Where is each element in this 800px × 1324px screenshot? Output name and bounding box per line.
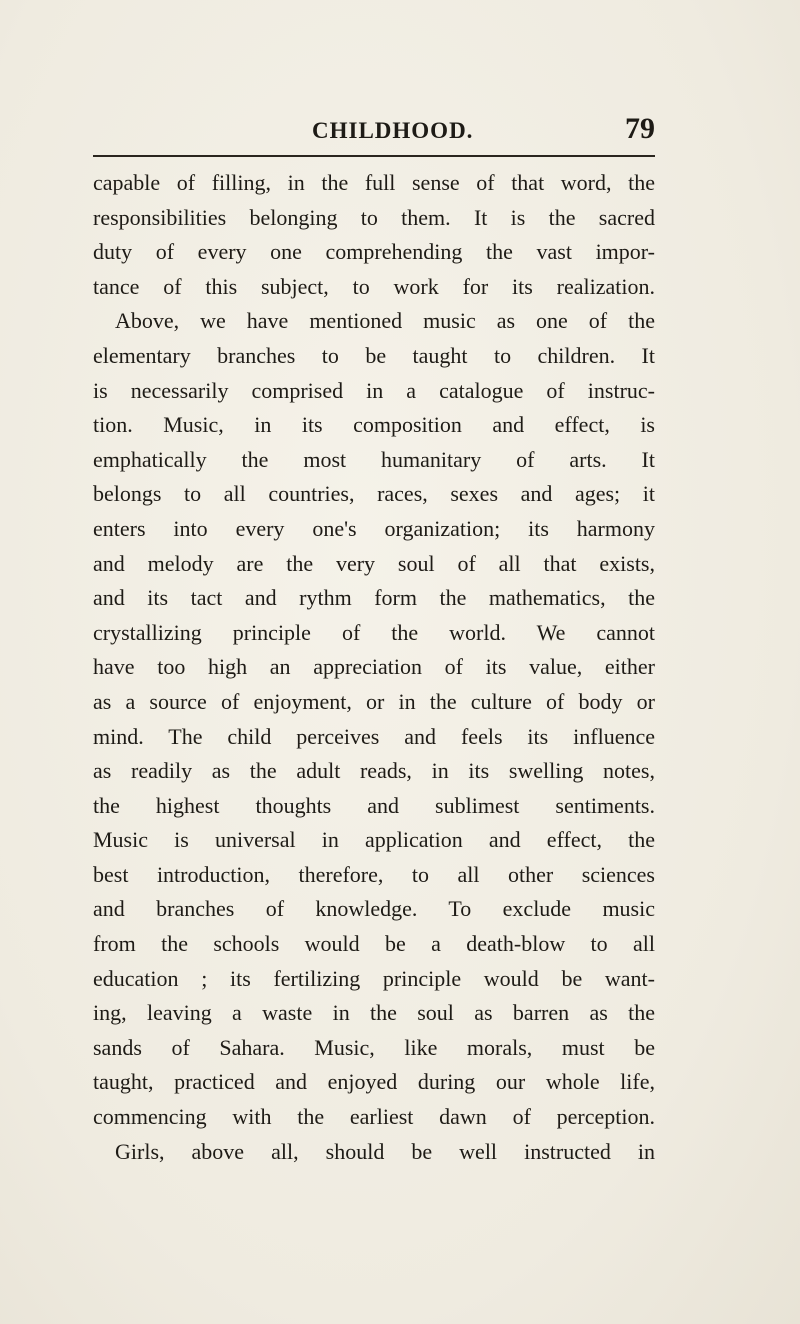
- text-line: have too high an appreciation of its value, either: [93, 654, 655, 680]
- text-line: emphatically the most humanitary of arts. It: [93, 446, 655, 472]
- text-line: mind. The child perceives and feels its influence: [93, 723, 655, 749]
- text-line: crystallizing principle of the world. We cannot: [93, 619, 655, 645]
- text-line: tance of this subject, to work for its realization.: [93, 273, 655, 299]
- running-head: CHILDHOOD.: [312, 118, 474, 143]
- page-number: 79: [625, 112, 655, 145]
- text-line: duty of every one comprehending the vast impor-: [93, 239, 655, 265]
- text-line: taught, practiced and enjoyed during our whole life,: [93, 1069, 655, 1095]
- text-line: and its tact and rythm form the mathematics, the: [93, 585, 655, 611]
- text-line: as readily as the adult reads, in its swelling notes,: [93, 758, 655, 784]
- text-line: enters into every one's organization; its harmony: [93, 515, 655, 541]
- text-line: Music is universal in application and effect, the: [93, 827, 655, 853]
- text-line: belongs to all countries, races, sexes and ages; it: [93, 481, 655, 507]
- text-line: from the schools would be a death-blow to all: [93, 931, 655, 957]
- text-line: education ; its fertilizing principle would be want-: [93, 965, 655, 991]
- body-text: [93, 166, 655, 1169]
- text-line: and melody are the very soul of all that exists,: [93, 550, 655, 576]
- text-line: best introduction, therefore, to all other sciences: [93, 861, 655, 887]
- page-header: [90, 112, 655, 152]
- text-line: ing, leaving a waste in the soul as barren as the: [93, 1000, 655, 1026]
- text-line: commencing with the earliest dawn of perception.: [93, 1104, 655, 1130]
- text-line: as a source of enjoyment, or in the culture of body or: [93, 688, 655, 714]
- text-line: responsibilities belonging to them. It is the sacred: [93, 204, 655, 230]
- text-line: tion. Music, in its composition and effect, is: [93, 412, 655, 438]
- text-line: capable of filling, in the full sense of that word, the: [93, 170, 655, 195]
- text-line: Above, we have mentioned music as one of the: [115, 308, 655, 334]
- text-line: Girls, above all, should be well instructed in: [115, 1138, 655, 1164]
- header-rule: [93, 155, 655, 157]
- text-line: sands of Sahara. Music, like morals, must be: [93, 1034, 655, 1060]
- text-line: elementary branches to be taught to children. It: [93, 342, 655, 368]
- text-line: and branches of knowledge. To exclude music: [93, 896, 655, 922]
- text-line: is necessarily comprised in a catalogue of instruc-: [93, 377, 655, 403]
- text-line: the highest thoughts and sublimest sentiments.: [93, 792, 655, 818]
